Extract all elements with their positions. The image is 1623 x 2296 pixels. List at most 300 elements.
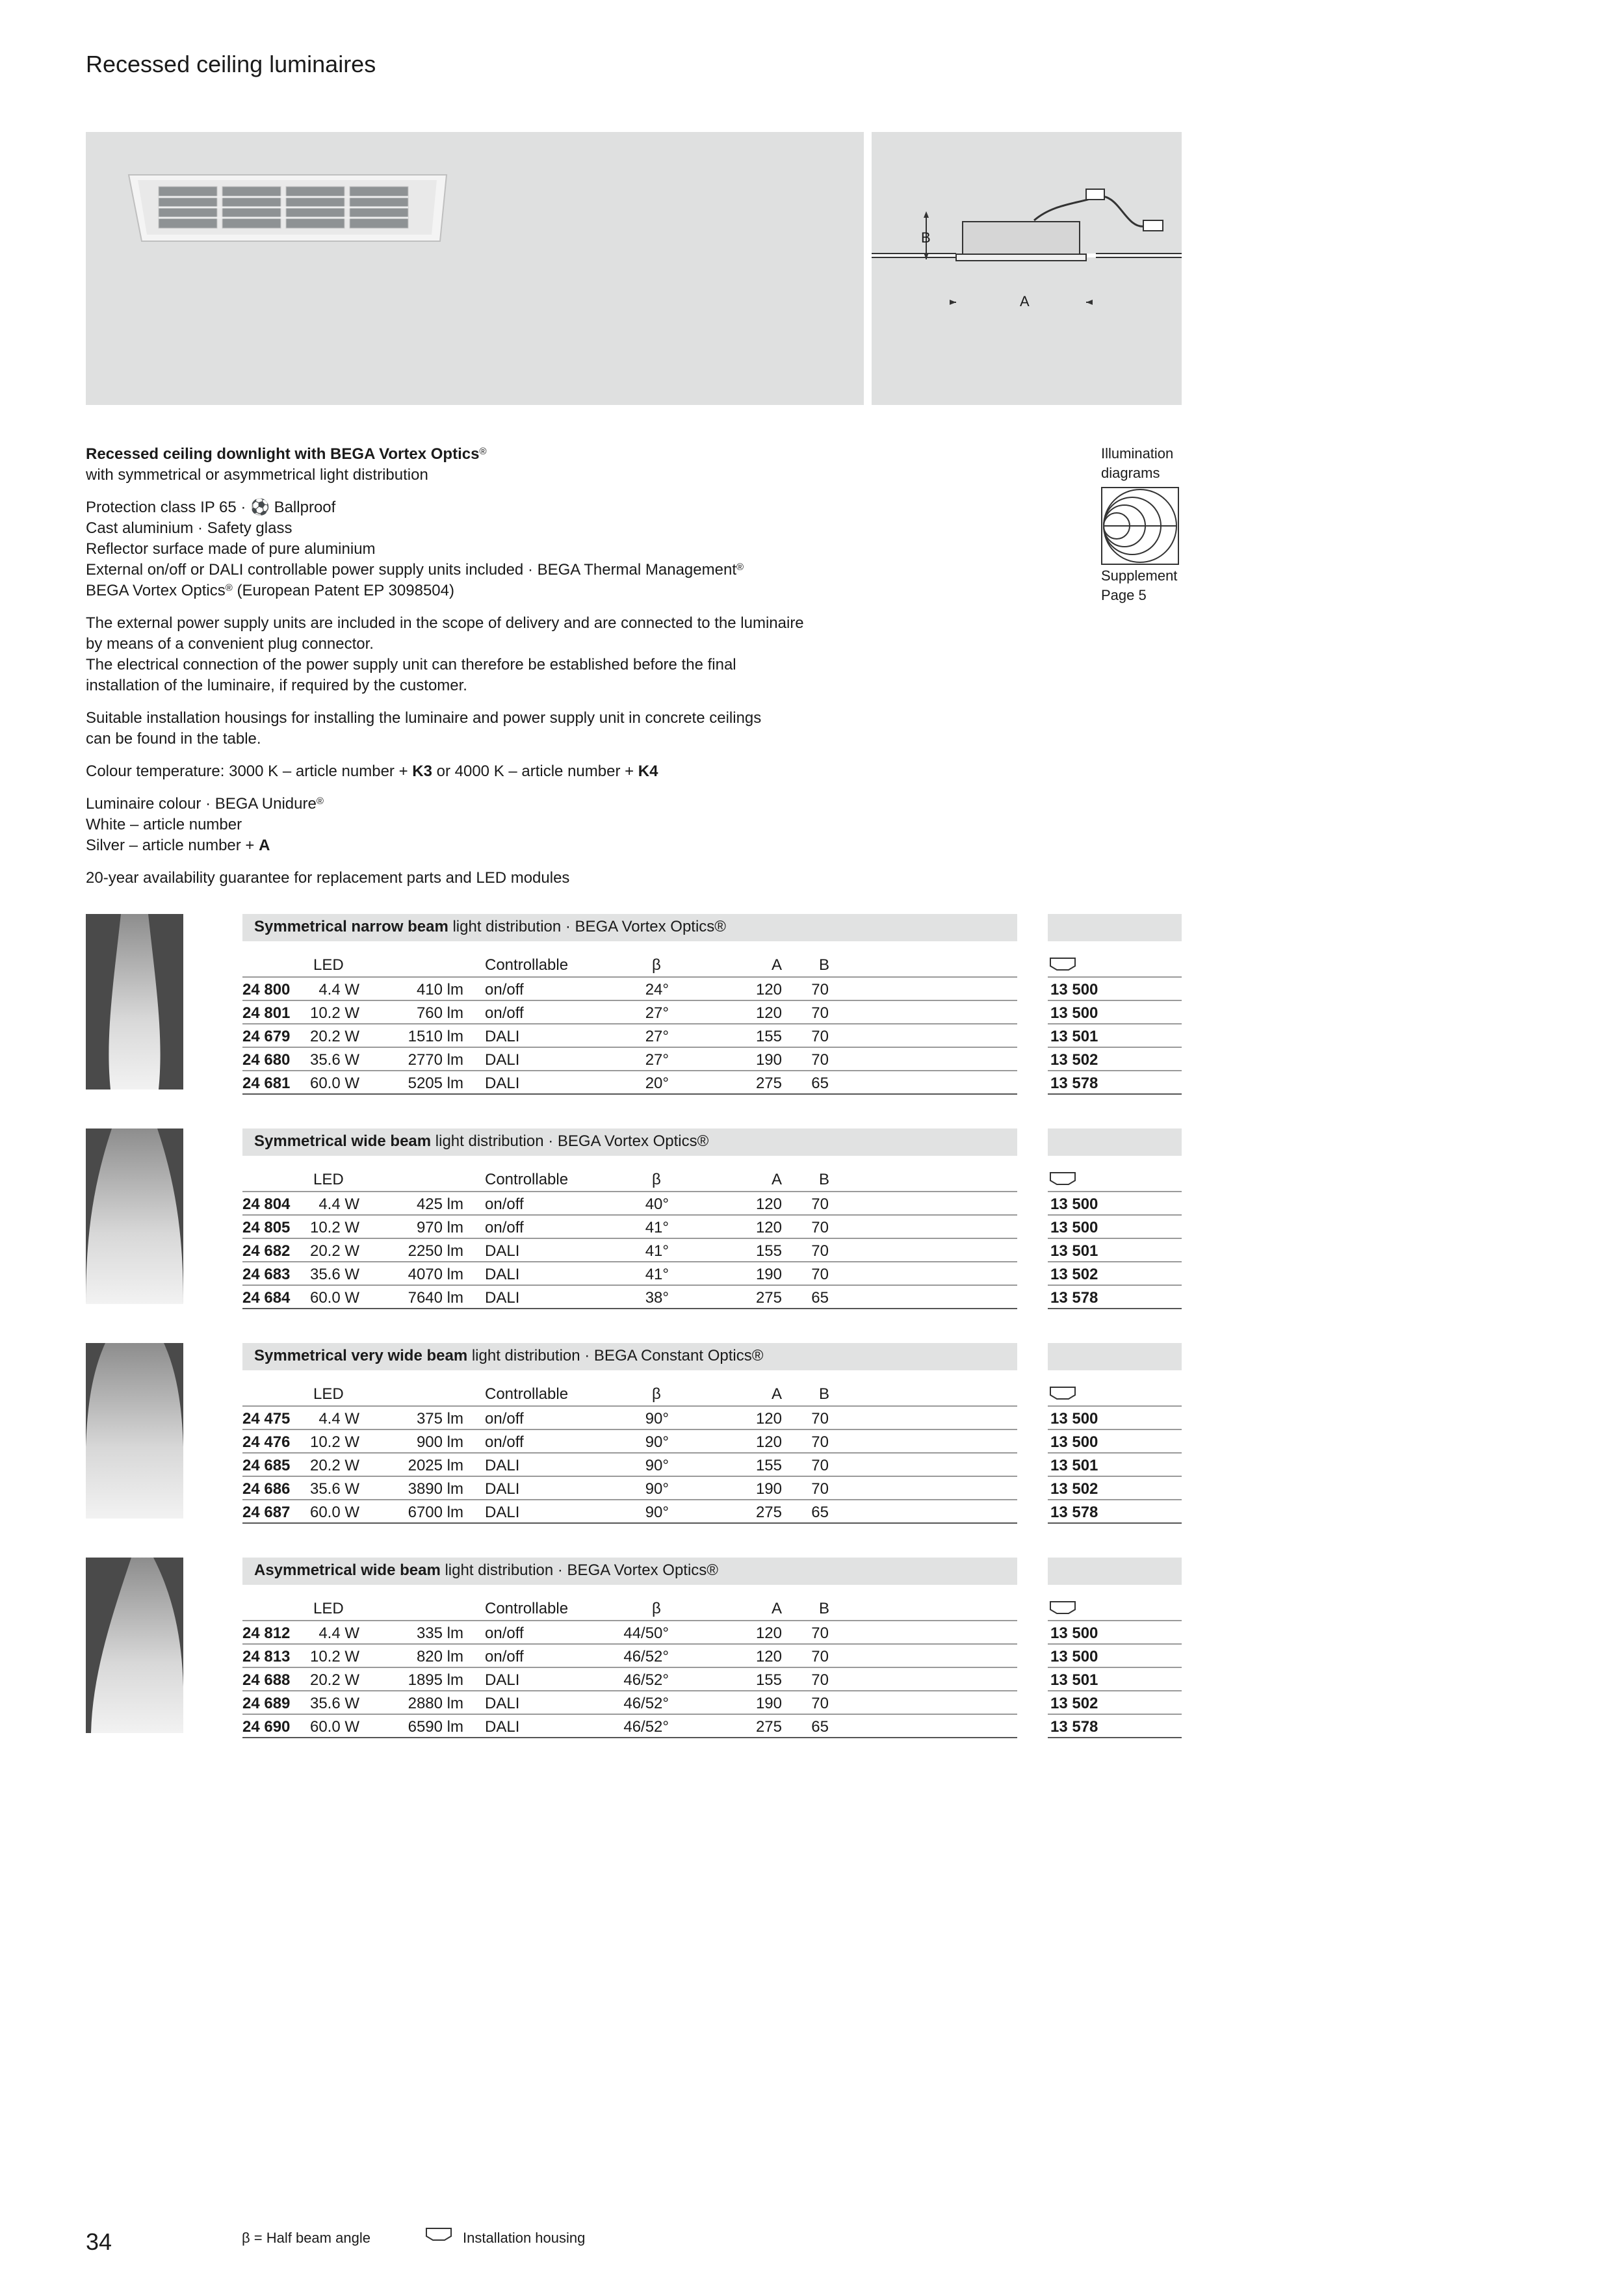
colour-temp-text: Colour temperature: 3000 K – article number + bbox=[86, 763, 413, 780]
housing-header bbox=[1048, 1128, 1182, 1156]
article-number: 24 801 bbox=[242, 1004, 291, 1022]
dimension-b: 70 bbox=[811, 1410, 829, 1428]
housing-article-number: 13 578 bbox=[1050, 1075, 1098, 1092]
dimension-a: 275 bbox=[755, 1075, 782, 1092]
half-beam-angle: 90° bbox=[645, 1504, 669, 1521]
section-title-rest: light distribution · BEGA Constant Optics® bbox=[467, 1347, 764, 1364]
led-wattage: 35.6 W bbox=[309, 1695, 359, 1712]
light-beam-image bbox=[86, 1128, 183, 1304]
half-beam-angle: 40° bbox=[645, 1195, 669, 1213]
section-title bbox=[254, 1132, 708, 1151]
housing-row bbox=[1048, 1477, 1182, 1500]
housing-header bbox=[1048, 914, 1182, 941]
section-title-rest: light distribution · BEGA Vortex Optics® bbox=[440, 1561, 718, 1579]
controllable-value: DALI bbox=[485, 1718, 520, 1736]
half-beam-angle: 46/52° bbox=[623, 1695, 669, 1712]
supplement-label: Supplement bbox=[1101, 567, 1178, 584]
table-row bbox=[242, 1715, 1017, 1738]
dimension-a: 155 bbox=[755, 1242, 782, 1260]
housing-row bbox=[1048, 1024, 1182, 1048]
housing-row bbox=[1048, 1048, 1182, 1071]
housing-article-number: 13 500 bbox=[1050, 1219, 1098, 1236]
supply-text-line: The external power supply units are included in the scope of delivery and are connected to the luminaire bbox=[86, 614, 804, 632]
column-header-b: B bbox=[819, 956, 830, 974]
dimension-a: 155 bbox=[755, 1457, 782, 1474]
supply-text-line: by means of a convenient plug connector. bbox=[86, 635, 374, 653]
led-wattage: 10.2 W bbox=[309, 1648, 359, 1665]
controllable-value: DALI bbox=[485, 1504, 520, 1521]
feature-power-supply: External on/off or DALI controllable power supply units included · BEGA Thermal Management bbox=[86, 561, 736, 579]
colour-label: Luminaire colour · BEGA Unidure bbox=[86, 795, 317, 813]
product-heading: Recessed ceiling downlight with BEGA Vortex Optics bbox=[86, 445, 480, 463]
controllable-value: DALI bbox=[485, 1028, 520, 1045]
section-title-rest: light distribution · BEGA Vortex Optics® bbox=[431, 1132, 709, 1150]
housing-icon-row bbox=[1048, 1597, 1182, 1621]
feature-protection: Protection class IP 65 · bbox=[86, 499, 251, 516]
dimension-b: 65 bbox=[811, 1718, 829, 1736]
colour-silver: Silver – article number + bbox=[86, 837, 259, 854]
housing-header bbox=[1048, 1343, 1182, 1370]
article-number: 24 682 bbox=[242, 1242, 291, 1260]
housing-row bbox=[1048, 1715, 1182, 1738]
column-header-beta: β bbox=[652, 1385, 661, 1403]
light-beam-shape bbox=[86, 1128, 183, 1304]
section-header bbox=[242, 914, 1017, 941]
housing-article-number: 13 578 bbox=[1050, 1718, 1098, 1736]
led-wattage: 20.2 W bbox=[309, 1457, 359, 1474]
housing-article-number: 13 502 bbox=[1050, 1051, 1098, 1069]
installation-housing-icon bbox=[1049, 956, 1076, 974]
housing-row bbox=[1048, 1691, 1182, 1715]
table-row bbox=[242, 1407, 1017, 1430]
installation-housing-icon bbox=[1049, 1599, 1076, 1617]
luminous-flux: 425 lm bbox=[416, 1195, 463, 1213]
housing-row bbox=[1048, 978, 1182, 1001]
installation-housing-column bbox=[1048, 1382, 1182, 1524]
dimension-a: 190 bbox=[755, 1480, 782, 1498]
article-number: 24 800 bbox=[242, 981, 291, 998]
half-beam-angle: 44/50° bbox=[623, 1624, 669, 1642]
dimension-a: 275 bbox=[755, 1289, 782, 1307]
dimension-b: 70 bbox=[811, 1242, 829, 1260]
housing-article-number: 13 501 bbox=[1050, 1028, 1098, 1045]
section-title-bold: Asymmetrical wide beam bbox=[254, 1561, 441, 1579]
article-number: 24 688 bbox=[242, 1671, 291, 1689]
luminous-flux: 410 lm bbox=[416, 981, 463, 998]
led-wattage: 4.4 W bbox=[318, 1624, 359, 1642]
feature-ballproof: Ballproof bbox=[274, 499, 336, 516]
controllable-value: DALI bbox=[485, 1480, 520, 1498]
luminous-flux: 900 lm bbox=[416, 1433, 463, 1451]
controllable-value: on/off bbox=[485, 1624, 524, 1642]
housing-note: Installation housing bbox=[463, 2230, 586, 2246]
ballproof-icon: ⚽ bbox=[250, 499, 270, 516]
controllable-value: DALI bbox=[485, 1695, 520, 1712]
led-wattage: 4.4 W bbox=[318, 1410, 359, 1428]
controllable-value: on/off bbox=[485, 981, 524, 998]
housing-article-number: 13 500 bbox=[1050, 1433, 1098, 1451]
table-header-row bbox=[242, 953, 1017, 978]
dimension-b: 70 bbox=[811, 1219, 829, 1236]
column-header-controllable: Controllable bbox=[485, 1600, 569, 1617]
dimension-b: 70 bbox=[811, 1433, 829, 1451]
column-header-led: LED bbox=[313, 1385, 344, 1403]
table-row bbox=[242, 1621, 1017, 1645]
product-table bbox=[242, 1168, 1017, 1309]
registered-mark: ® bbox=[479, 446, 487, 457]
table-header-row bbox=[242, 1382, 1017, 1407]
table-row bbox=[242, 1071, 1017, 1095]
half-beam-angle: 24° bbox=[645, 981, 669, 998]
dimension-a: 155 bbox=[755, 1671, 782, 1689]
housing-header bbox=[1048, 1558, 1182, 1585]
housing-row bbox=[1048, 1621, 1182, 1645]
half-beam-angle: 38° bbox=[645, 1289, 669, 1307]
dimension-b: 70 bbox=[811, 1457, 829, 1474]
led-wattage: 20.2 W bbox=[309, 1671, 359, 1689]
led-wattage: 20.2 W bbox=[309, 1242, 359, 1260]
housing-row bbox=[1048, 1216, 1182, 1239]
column-header-controllable: Controllable bbox=[485, 956, 569, 974]
controllable-value: DALI bbox=[485, 1457, 520, 1474]
half-beam-angle: 90° bbox=[645, 1433, 669, 1451]
supply-text-line: installation of the luminaire, if required by the customer. bbox=[86, 677, 467, 694]
controllable-value: DALI bbox=[485, 1289, 520, 1307]
housing-article-number: 13 578 bbox=[1050, 1504, 1098, 1521]
article-number: 24 684 bbox=[242, 1289, 291, 1307]
column-header-beta: β bbox=[652, 956, 661, 974]
luminous-flux: 2770 lm bbox=[408, 1051, 463, 1069]
beam-thumbnail bbox=[86, 1343, 183, 1519]
article-number: 24 476 bbox=[242, 1433, 291, 1451]
feature-reflector: Reflector surface made of pure aluminium bbox=[86, 540, 376, 558]
column-header-a: A bbox=[772, 1171, 783, 1188]
colour-temp-mid: or 4000 K – article number + bbox=[432, 763, 638, 780]
led-wattage: 10.2 W bbox=[309, 1433, 359, 1451]
beam-thumbnail bbox=[86, 914, 183, 1089]
housing-article-number: 13 501 bbox=[1050, 1457, 1098, 1474]
housing-article-number: 13 500 bbox=[1050, 1648, 1098, 1665]
light-beam-shape bbox=[109, 914, 160, 1089]
installation-housing-column bbox=[1048, 1168, 1182, 1309]
housing-row bbox=[1048, 1262, 1182, 1286]
housing-article-number: 13 502 bbox=[1050, 1695, 1098, 1712]
column-header-a: A bbox=[772, 956, 783, 974]
article-number: 24 683 bbox=[242, 1266, 291, 1283]
page-title: Recessed ceiling luminaires bbox=[86, 51, 376, 77]
installation-housing-icon bbox=[1049, 1170, 1076, 1188]
registered-mark: ® bbox=[736, 562, 744, 573]
dimension-b: 70 bbox=[811, 1028, 829, 1045]
dimension-b: 65 bbox=[811, 1289, 829, 1307]
controllable-value: DALI bbox=[485, 1266, 520, 1283]
article-number: 24 680 bbox=[242, 1051, 291, 1069]
table-row bbox=[242, 1500, 1017, 1524]
half-beam-angle: 41° bbox=[645, 1242, 669, 1260]
luminous-flux: 1895 lm bbox=[408, 1671, 463, 1689]
led-wattage: 60.0 W bbox=[309, 1289, 359, 1307]
housing-article-number: 13 500 bbox=[1050, 1004, 1098, 1022]
luminous-flux: 3890 lm bbox=[408, 1480, 463, 1498]
led-wattage: 10.2 W bbox=[309, 1219, 359, 1236]
half-beam-angle: 46/52° bbox=[623, 1671, 669, 1689]
section-header bbox=[242, 1343, 1017, 1370]
section-title bbox=[254, 918, 726, 936]
illumination-label: diagrams bbox=[1101, 465, 1160, 481]
dimension-b: 70 bbox=[811, 1671, 829, 1689]
housing-row bbox=[1048, 1192, 1182, 1216]
dimension-a: 190 bbox=[755, 1266, 782, 1283]
installation-housing-column bbox=[1048, 1597, 1182, 1738]
light-beam-image bbox=[86, 914, 183, 1089]
column-header-a: A bbox=[772, 1385, 783, 1403]
housing-icon-row bbox=[1048, 1168, 1182, 1192]
table-row bbox=[242, 1262, 1017, 1286]
article-number: 24 686 bbox=[242, 1480, 291, 1498]
luminous-flux: 820 lm bbox=[416, 1648, 463, 1665]
illumination-diagrams bbox=[1101, 444, 1199, 605]
installation-drawing bbox=[872, 132, 1182, 405]
feature-material: Cast aluminium · Safety glass bbox=[86, 519, 292, 537]
half-beam-angle: 41° bbox=[645, 1266, 669, 1283]
half-beam-angle: 90° bbox=[645, 1480, 669, 1498]
table-row bbox=[242, 1691, 1017, 1715]
article-number: 24 679 bbox=[242, 1028, 291, 1045]
light-beam-shape bbox=[91, 1558, 183, 1733]
column-header-controllable: Controllable bbox=[485, 1171, 569, 1188]
registered-mark: ® bbox=[225, 582, 233, 594]
column-header-led: LED bbox=[313, 956, 344, 974]
dimension-a: 120 bbox=[755, 1219, 782, 1236]
table-row bbox=[242, 1430, 1017, 1454]
dimension-a: 120 bbox=[755, 1624, 782, 1642]
controllable-value: DALI bbox=[485, 1671, 520, 1689]
led-wattage: 35.6 W bbox=[309, 1480, 359, 1498]
dimension-a: 155 bbox=[755, 1028, 782, 1045]
led-wattage: 4.4 W bbox=[318, 1195, 359, 1213]
article-number: 24 804 bbox=[242, 1195, 291, 1213]
dimension-a: 120 bbox=[755, 1433, 782, 1451]
product-table bbox=[242, 1382, 1017, 1524]
housing-article-number: 13 501 bbox=[1050, 1242, 1098, 1260]
dimension-drawing bbox=[872, 132, 1182, 405]
supply-text-line: The electrical connection of the power supply unit can therefore be established before the final bbox=[86, 656, 736, 673]
beta-note: β = Half beam angle bbox=[242, 2230, 370, 2246]
column-header-led: LED bbox=[313, 1171, 344, 1188]
installation-housing-icon bbox=[1049, 1385, 1076, 1403]
led-wattage: 60.0 W bbox=[309, 1504, 359, 1521]
housing-text-line: Suitable installation housings for installing the luminaire and power supply unit in concrete ceilings bbox=[86, 709, 762, 727]
led-wattage: 4.4 W bbox=[318, 981, 359, 998]
product-table bbox=[242, 1597, 1017, 1738]
dimension-b: 70 bbox=[811, 1195, 829, 1213]
light-beam-image bbox=[86, 1343, 183, 1519]
led-wattage: 35.6 W bbox=[309, 1051, 359, 1069]
table-row bbox=[242, 1645, 1017, 1668]
dimension-b: 70 bbox=[811, 1624, 829, 1642]
table-row bbox=[242, 1668, 1017, 1691]
luminous-flux: 6700 lm bbox=[408, 1504, 463, 1521]
housing-row bbox=[1048, 1407, 1182, 1430]
controllable-value: on/off bbox=[485, 1648, 524, 1665]
dimension-b: 70 bbox=[811, 1480, 829, 1498]
table-row bbox=[242, 1286, 1017, 1309]
dimension-a: 120 bbox=[755, 1004, 782, 1022]
luminous-flux: 7640 lm bbox=[408, 1289, 463, 1307]
controllable-value: on/off bbox=[485, 1433, 524, 1451]
controllable-value: on/off bbox=[485, 1195, 524, 1213]
column-header-controllable: Controllable bbox=[485, 1385, 569, 1403]
half-beam-angle: 27° bbox=[645, 1028, 669, 1045]
illumination-diagram-icon bbox=[1101, 487, 1179, 565]
beam-thumbnail bbox=[86, 1128, 183, 1304]
half-beam-angle: 90° bbox=[645, 1410, 669, 1428]
article-number: 24 475 bbox=[242, 1410, 291, 1428]
controllable-value: on/off bbox=[485, 1004, 524, 1022]
section-title-bold: Symmetrical narrow beam bbox=[254, 918, 448, 935]
page-number: 34 bbox=[86, 2228, 112, 2255]
dimension-a: 190 bbox=[755, 1051, 782, 1069]
table-row bbox=[242, 1001, 1017, 1024]
housing-article-number: 13 502 bbox=[1050, 1266, 1098, 1283]
product-description bbox=[86, 444, 885, 900]
controllable-value: DALI bbox=[485, 1242, 520, 1260]
article-number: 24 681 bbox=[242, 1075, 291, 1092]
product-photo bbox=[86, 132, 864, 405]
light-beam-shape bbox=[86, 1343, 183, 1519]
section-title-rest: light distribution · BEGA Vortex Optics® bbox=[448, 918, 726, 935]
installation-housing-icon bbox=[425, 2226, 452, 2244]
half-beam-angle: 27° bbox=[645, 1051, 669, 1069]
luminous-flux: 6590 lm bbox=[408, 1718, 463, 1736]
controllable-value: DALI bbox=[485, 1075, 520, 1092]
article-number: 24 687 bbox=[242, 1504, 291, 1521]
dimension-b: 70 bbox=[811, 1648, 829, 1665]
guarantee-text: 20-year availability guarantee for replacement parts and LED modules bbox=[86, 869, 570, 887]
article-number: 24 805 bbox=[242, 1219, 291, 1236]
section-title bbox=[254, 1561, 718, 1580]
dimension-a: 275 bbox=[755, 1504, 782, 1521]
housing-article-number: 13 500 bbox=[1050, 981, 1098, 998]
dimension-a: 120 bbox=[755, 1195, 782, 1213]
dimension-b: 70 bbox=[811, 1051, 829, 1069]
dimension-a: 120 bbox=[755, 981, 782, 998]
luminous-flux: 2880 lm bbox=[408, 1695, 463, 1712]
dimension-label-b: B bbox=[921, 229, 931, 246]
luminous-flux: 4070 lm bbox=[408, 1266, 463, 1283]
luminous-flux: 970 lm bbox=[416, 1219, 463, 1236]
half-beam-angle: 20° bbox=[645, 1075, 669, 1092]
luminaire-image bbox=[86, 132, 864, 405]
housing-row bbox=[1048, 1001, 1182, 1024]
dimension-b: 70 bbox=[811, 1695, 829, 1712]
half-beam-angle: 46/52° bbox=[623, 1648, 669, 1665]
article-number: 24 685 bbox=[242, 1457, 291, 1474]
column-header-b: B bbox=[819, 1600, 830, 1617]
dimension-label-a: A bbox=[1020, 293, 1030, 309]
column-header-b: B bbox=[819, 1385, 830, 1403]
housing-row bbox=[1048, 1454, 1182, 1477]
housing-row bbox=[1048, 1645, 1182, 1668]
installation-housing-column bbox=[1048, 953, 1182, 1095]
article-number: 24 812 bbox=[242, 1624, 291, 1642]
section-title-bold: Symmetrical wide beam bbox=[254, 1132, 432, 1150]
feature-patent: (European Patent EP 3098504) bbox=[232, 582, 454, 599]
table-row bbox=[242, 1024, 1017, 1048]
housing-article-number: 13 500 bbox=[1050, 1195, 1098, 1213]
section-title-bold: Symmetrical very wide beam bbox=[254, 1347, 468, 1364]
housing-row bbox=[1048, 1668, 1182, 1691]
dimension-a: 190 bbox=[755, 1695, 782, 1712]
table-header-row bbox=[242, 1597, 1017, 1621]
dimension-b: 70 bbox=[811, 981, 829, 998]
light-beam-image bbox=[86, 1558, 183, 1733]
housing-row bbox=[1048, 1430, 1182, 1454]
housing-article-number: 13 500 bbox=[1050, 1624, 1098, 1642]
table-row bbox=[242, 1477, 1017, 1500]
half-beam-angle: 27° bbox=[645, 1004, 669, 1022]
housing-row bbox=[1048, 1239, 1182, 1262]
luminous-flux: 2025 lm bbox=[408, 1457, 463, 1474]
section-header bbox=[242, 1558, 1017, 1585]
product-subheading: with symmetrical or asymmetrical light distribution bbox=[86, 466, 428, 484]
controllable-value: on/off bbox=[485, 1410, 524, 1428]
feature-optics: BEGA Vortex Optics bbox=[86, 582, 226, 599]
housing-article-number: 13 502 bbox=[1050, 1480, 1098, 1498]
housing-row bbox=[1048, 1286, 1182, 1309]
supplement-page: Page 5 bbox=[1101, 587, 1147, 603]
controllable-value: on/off bbox=[485, 1219, 524, 1236]
colour-temp-k4: K4 bbox=[638, 763, 658, 780]
column-header-beta: β bbox=[652, 1171, 661, 1188]
colour-silver-suffix: A bbox=[259, 837, 270, 854]
table-row bbox=[242, 978, 1017, 1001]
column-header-a: A bbox=[772, 1600, 783, 1617]
luminous-flux: 760 lm bbox=[416, 1004, 463, 1022]
dimension-b: 65 bbox=[811, 1075, 829, 1092]
colour-white: White – article number bbox=[86, 816, 242, 833]
luminous-flux: 335 lm bbox=[416, 1624, 463, 1642]
led-wattage: 10.2 W bbox=[309, 1004, 359, 1022]
housing-text-line: can be found in the table. bbox=[86, 730, 261, 748]
beam-thumbnail bbox=[86, 1558, 183, 1733]
luminous-flux: 1510 lm bbox=[408, 1028, 463, 1045]
article-number: 24 690 bbox=[242, 1718, 291, 1736]
table-row bbox=[242, 1239, 1017, 1262]
table-row bbox=[242, 1454, 1017, 1477]
luminous-flux: 2250 lm bbox=[408, 1242, 463, 1260]
article-number: 24 813 bbox=[242, 1648, 291, 1665]
article-number: 24 689 bbox=[242, 1695, 291, 1712]
controllable-value: DALI bbox=[485, 1051, 520, 1069]
housing-article-number: 13 578 bbox=[1050, 1289, 1098, 1307]
table-row bbox=[242, 1048, 1017, 1071]
dimension-a: 120 bbox=[755, 1648, 782, 1665]
luminous-flux: 375 lm bbox=[416, 1410, 463, 1428]
luminous-flux: 5205 lm bbox=[408, 1075, 463, 1092]
housing-article-number: 13 501 bbox=[1050, 1671, 1098, 1689]
column-header-b: B bbox=[819, 1171, 830, 1188]
column-header-beta: β bbox=[652, 1600, 661, 1617]
half-beam-angle: 46/52° bbox=[623, 1718, 669, 1736]
led-wattage: 60.0 W bbox=[309, 1075, 359, 1092]
led-wattage: 60.0 W bbox=[309, 1718, 359, 1736]
table-header-row bbox=[242, 1168, 1017, 1192]
registered-mark: ® bbox=[316, 796, 324, 807]
section-title bbox=[254, 1347, 763, 1365]
dimension-b: 70 bbox=[811, 1004, 829, 1022]
section-header bbox=[242, 1128, 1017, 1156]
